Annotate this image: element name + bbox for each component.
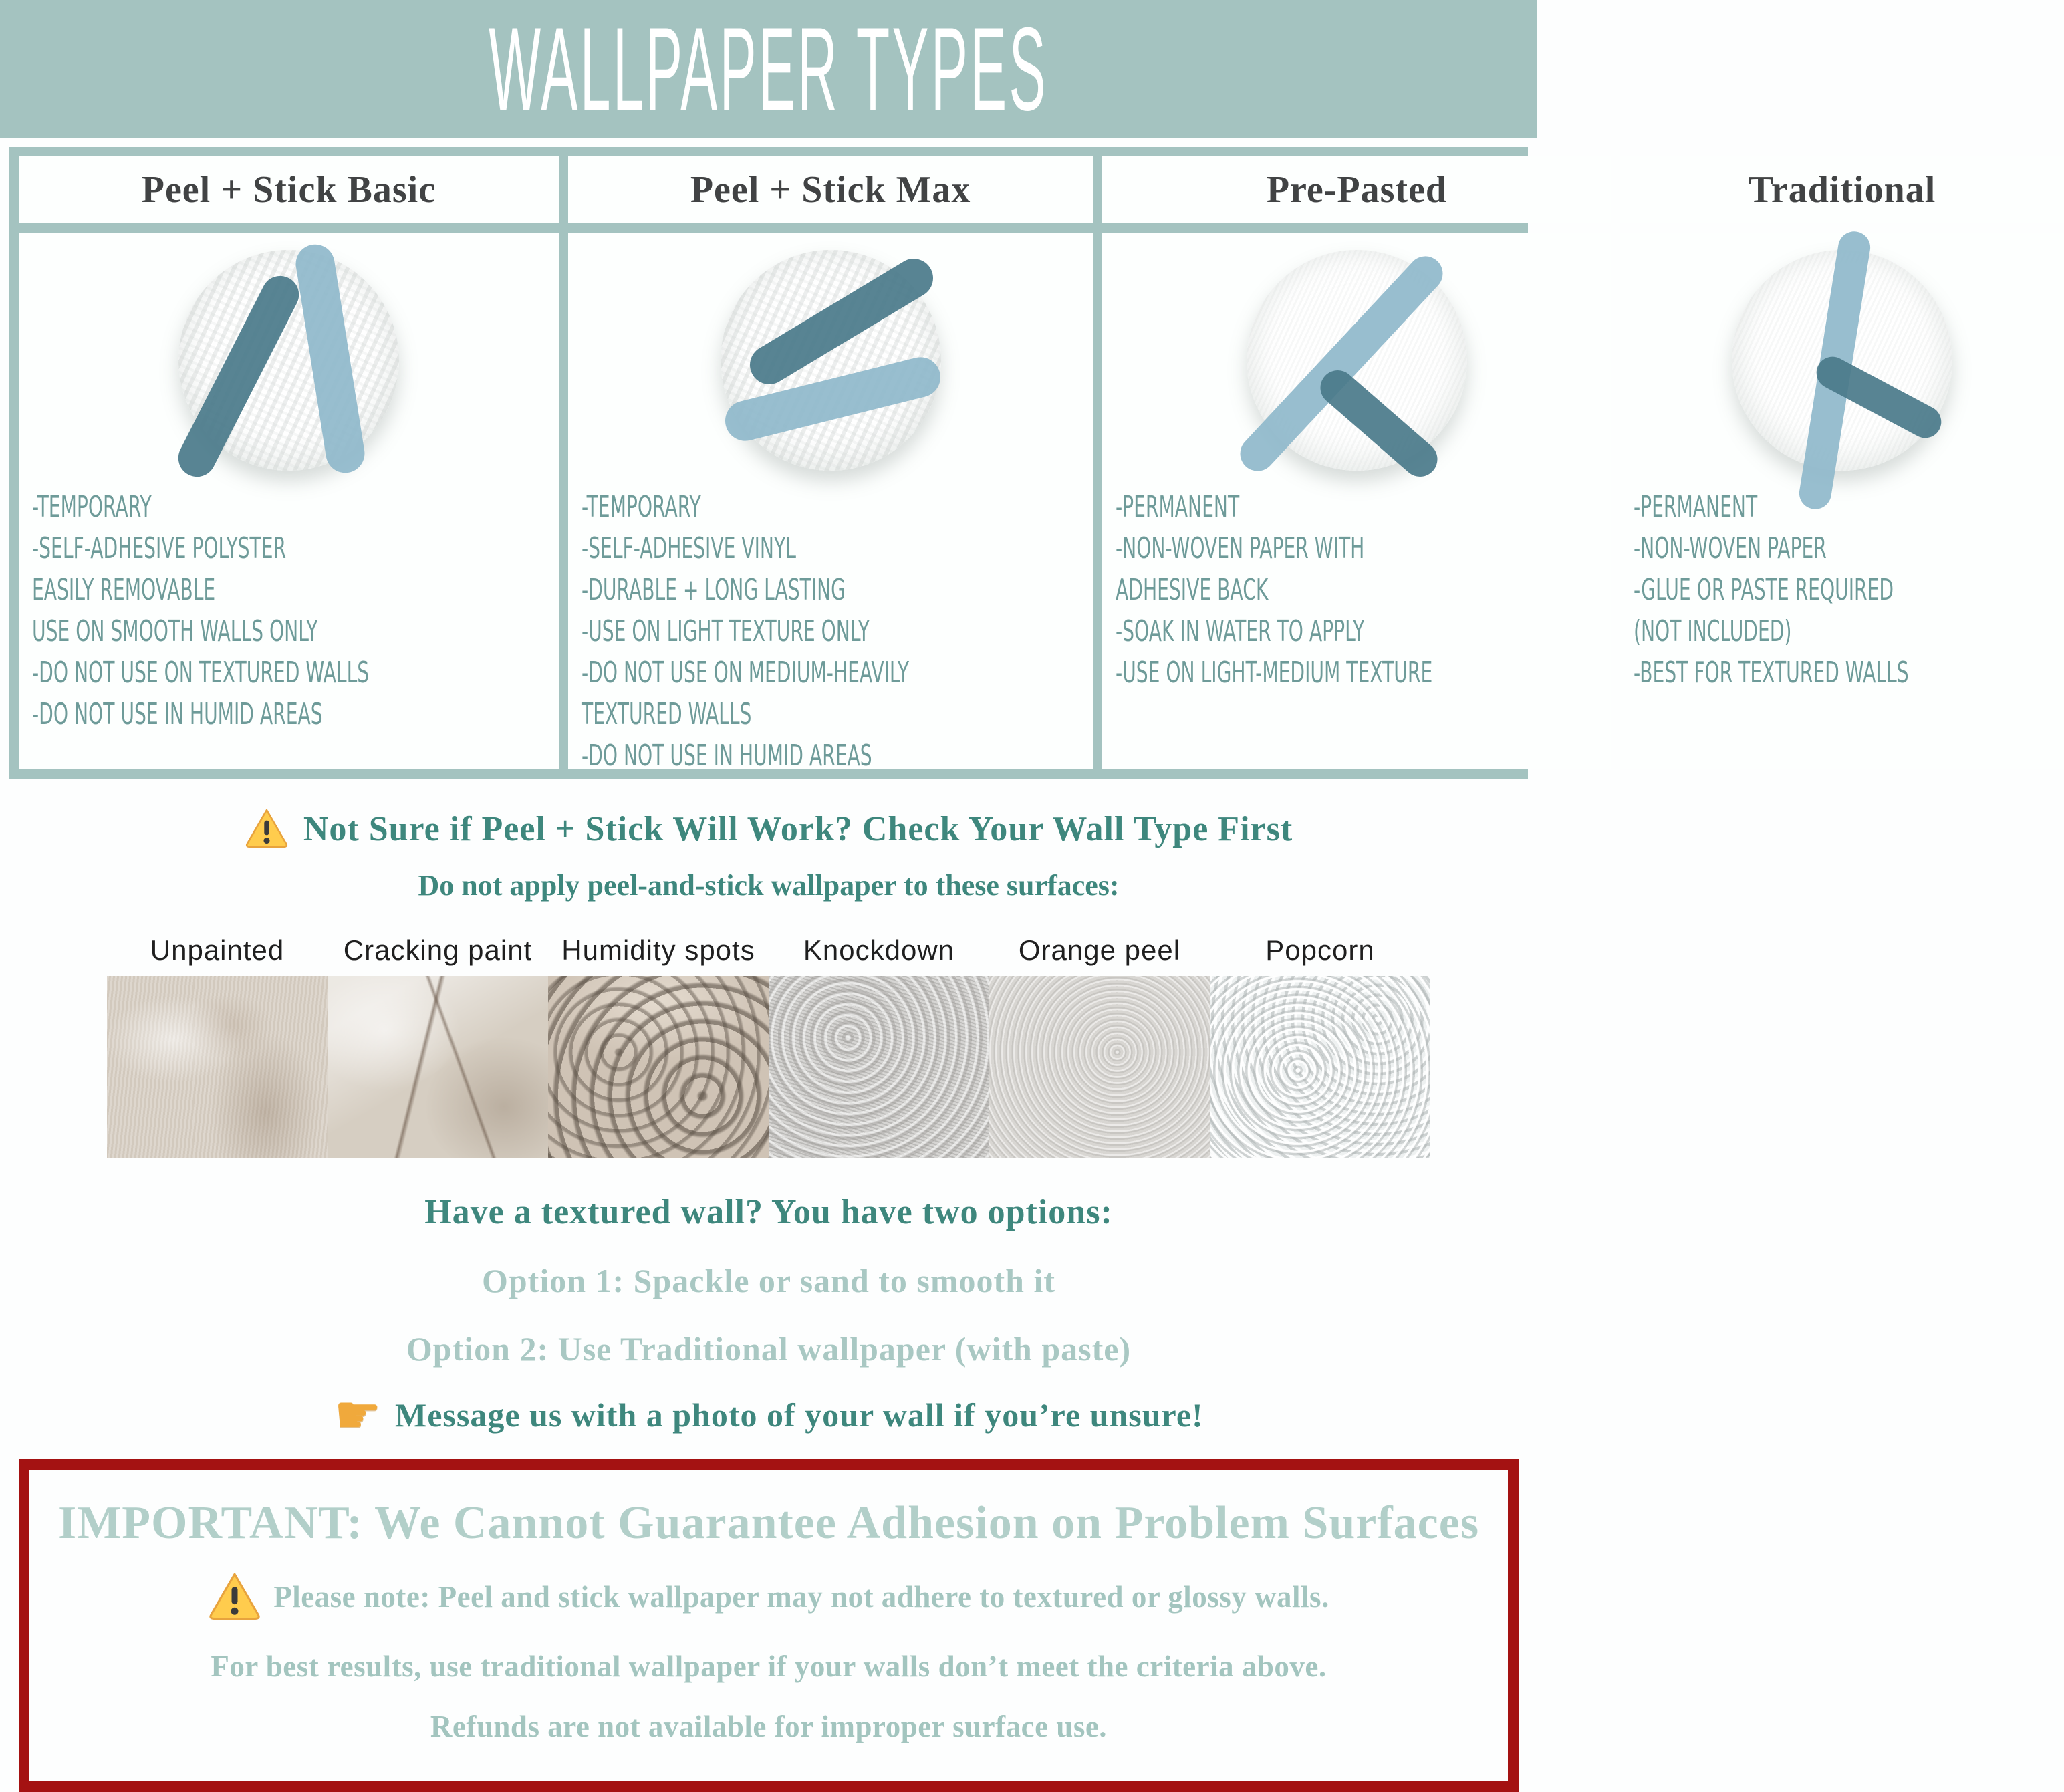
feature-list bbox=[568, 487, 1093, 777]
option-2: Option 2: Use Traditional wallpaper (with paste) bbox=[406, 1330, 1132, 1368]
feature-list bbox=[19, 487, 559, 735]
message-cta: Message us with a photo of your wall if you’re unsure! bbox=[395, 1396, 1204, 1434]
fabric-swatch-icon bbox=[721, 250, 941, 471]
column-title: Peel + Stick Max bbox=[690, 169, 971, 211]
textured-wall-heading: Have a textured wall? You have two options: bbox=[424, 1193, 1113, 1231]
column-header-peel-stick-max bbox=[568, 156, 1093, 223]
wall-check-subheading: Do not apply peel-and-stick wallpaper to these surfaces: bbox=[418, 869, 1120, 902]
feature-list bbox=[1102, 487, 1611, 694]
wallpaper-comparison-table bbox=[9, 147, 1936, 779]
feature-line: -NON-WOVEN PAPER WITH bbox=[1116, 531, 1365, 565]
orange-peel-wall-photo bbox=[989, 976, 1210, 1158]
feature-line: -GLUE OR PASTE REQUIRED bbox=[1634, 573, 1894, 607]
important-note-2: For best results, use traditional wallpaper if your walls don’t meet the criteria above. bbox=[211, 1650, 1327, 1683]
warning-icon bbox=[208, 1570, 261, 1624]
humidity-spots-wall-photo bbox=[548, 976, 769, 1158]
feature-line: -PERMANENT bbox=[1634, 490, 1758, 524]
feature-line: -DO NOT USE ON TEXTURED WALLS bbox=[32, 656, 370, 690]
knockdown-wall-photo bbox=[769, 976, 989, 1158]
paper-swatch-icon bbox=[1247, 250, 1467, 471]
surface-label-unpainted: Unpainted bbox=[150, 934, 285, 966]
column-title: Pre-Pasted bbox=[1266, 169, 1448, 211]
cracking-paint-wall-photo bbox=[328, 976, 548, 1158]
feature-line: -PERMANENT bbox=[1116, 490, 1240, 524]
pointing-finger-icon: ☛ bbox=[334, 1384, 382, 1446]
surface-label-knockdown: Knockdown bbox=[803, 934, 955, 966]
surface-label-cracking-paint: Cracking paint bbox=[343, 934, 533, 966]
header-band bbox=[0, 0, 1537, 138]
page-title: WALLPAPER TYPES bbox=[489, 2, 1049, 135]
paper-swatch-icon bbox=[1732, 250, 1952, 471]
feature-line: TEXTURED WALLS bbox=[581, 697, 752, 731]
important-note-1: Please note: Peel and stick wallpaper may not adhere to textured or glossy walls. bbox=[273, 1580, 1329, 1614]
feature-line: -DO NOT USE ON MEDIUM-HEAVILY bbox=[581, 656, 909, 690]
feature-line: (NOT INCLUDED) bbox=[1634, 614, 1792, 648]
feature-line: -DO NOT USE IN HUMID AREAS bbox=[581, 739, 872, 773]
feature-line: -SELF-ADHESIVE POLYSTER bbox=[32, 531, 287, 565]
feature-line: -TEMPORARY bbox=[581, 490, 701, 524]
feature-line: -TEMPORARY bbox=[32, 490, 152, 524]
popcorn-wall-photo bbox=[1210, 976, 1430, 1158]
message-cta-row bbox=[0, 1384, 1537, 1446]
feature-list bbox=[1620, 487, 2063, 694]
important-note-1-row bbox=[49, 1570, 1488, 1624]
unpainted-wall-photo bbox=[107, 976, 328, 1158]
surface-photos-row bbox=[107, 976, 1430, 1158]
feature-line: ADHESIVE BACK bbox=[1116, 573, 1269, 607]
swatch-light-stroke bbox=[293, 242, 367, 476]
feature-line: USE ON SMOOTH WALLS ONLY bbox=[32, 614, 318, 648]
important-title: IMPORTANT: We Cannot Guarantee Adhesion on Problem Surfaces bbox=[57, 1497, 1480, 1549]
surface-labels-row bbox=[107, 934, 1430, 967]
problem-surfaces bbox=[107, 934, 1430, 1158]
column-body-pre-pasted bbox=[1102, 233, 1611, 769]
surface-label-orange-peel: Orange peel bbox=[1018, 934, 1181, 966]
column-body-peel-stick-max bbox=[568, 233, 1093, 773]
column-body-peel-stick-basic bbox=[19, 233, 559, 769]
wall-check-heading-row bbox=[0, 807, 1537, 851]
swatch-dark-stroke bbox=[172, 269, 305, 483]
important-notice-box bbox=[19, 1459, 1519, 1792]
column-header-pre-pasted bbox=[1102, 156, 1611, 223]
feature-line: -DURABLE + LONG LASTING bbox=[581, 573, 846, 607]
option-1: Option 1: Spackle or sand to smooth it bbox=[481, 1262, 1056, 1299]
fabric-swatch-icon bbox=[178, 250, 399, 471]
feature-line: -SOAK IN WATER TO APPLY bbox=[1116, 614, 1365, 648]
feature-line: EASILY REMOVABLE bbox=[32, 573, 216, 607]
warning-icon bbox=[245, 807, 289, 851]
important-note-3: Refunds are not available for improper surface use. bbox=[430, 1710, 1108, 1743]
column-title: Traditional bbox=[1748, 169, 1936, 211]
feature-line: -USE ON LIGHT-MEDIUM TEXTURE bbox=[1116, 656, 1433, 690]
swatch-dark-stroke bbox=[1313, 363, 1444, 483]
surface-label-popcorn: Popcorn bbox=[1265, 934, 1375, 966]
column-title: Peel + Stick Basic bbox=[141, 169, 436, 211]
column-header-peel-stick-basic bbox=[19, 156, 559, 223]
feature-line: -DO NOT USE IN HUMID AREAS bbox=[32, 697, 323, 731]
surface-label-humidity-spots: Humidity spots bbox=[561, 934, 755, 966]
feature-line: -BEST FOR TEXTURED WALLS bbox=[1634, 656, 1910, 690]
wall-check-heading: Not Sure if Peel + Stick Will Work? Check Your Wall Type First bbox=[303, 809, 1293, 848]
column-body-traditional bbox=[1620, 233, 2063, 769]
feature-line: -NON-WOVEN PAPER bbox=[1634, 531, 1827, 565]
feature-line: -SELF-ADHESIVE VINYL bbox=[581, 531, 796, 565]
feature-line: -USE ON LIGHT TEXTURE ONLY bbox=[581, 614, 870, 648]
column-header-traditional bbox=[1620, 156, 2063, 223]
